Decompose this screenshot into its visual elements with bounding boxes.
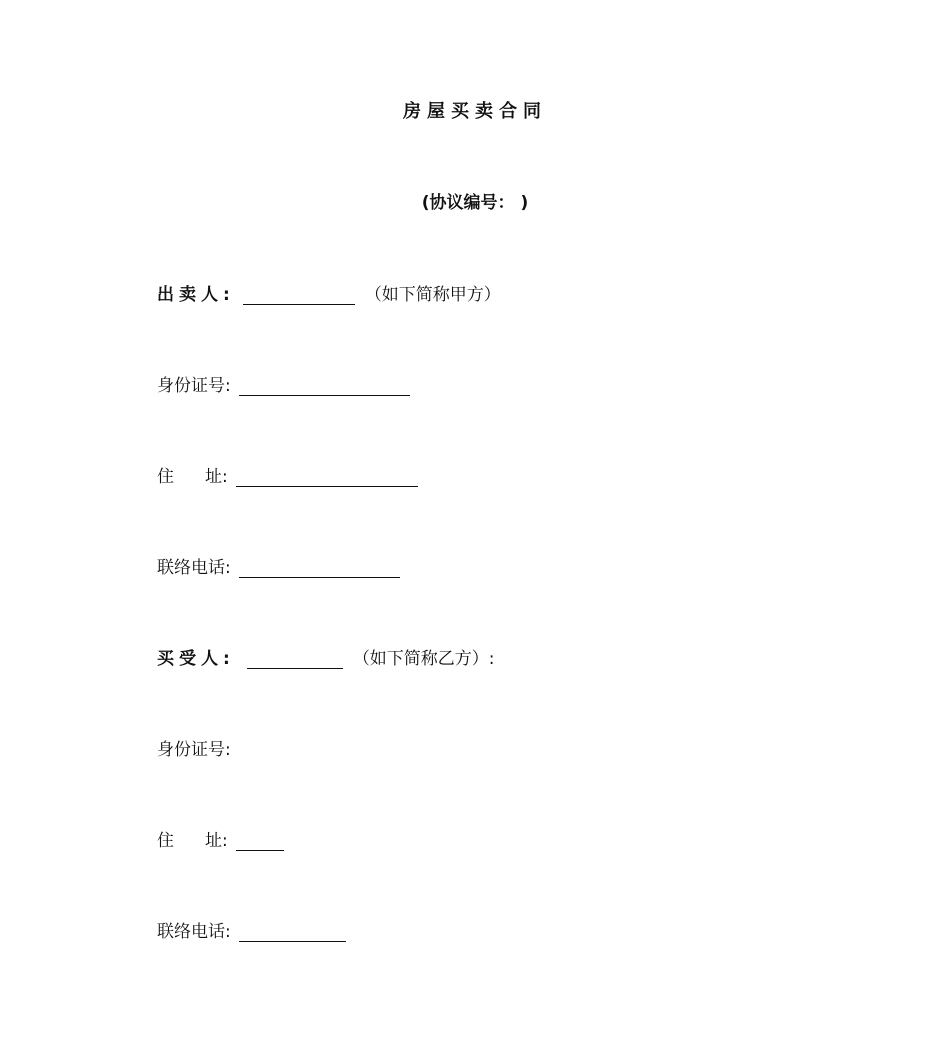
seller-line [157, 280, 501, 305]
seller-address-blank[interactable] [236, 468, 418, 487]
seller-address-label-1: 住 [157, 467, 174, 487]
buyer-label: 买受人: [157, 649, 235, 669]
buyer-address-blank[interactable] [236, 832, 284, 851]
buyer-id-label: 身份证号: [157, 740, 231, 760]
seller-phone-line [157, 553, 410, 578]
buyer-address-label-2: 址: [205, 831, 228, 851]
seller-alias: （如下简称甲方） [364, 285, 501, 305]
agreement-number: (协议编号： ) [421, 193, 529, 213]
seller-phone-label: 联络电话: [157, 558, 231, 578]
buyer-name-blank[interactable] [247, 650, 343, 669]
buyer-line [157, 644, 495, 669]
buyer-phone-blank[interactable] [239, 923, 346, 942]
seller-address-label-2: 址: [205, 467, 228, 487]
seller-id-blank[interactable] [239, 377, 410, 396]
buyer-phone-line [157, 917, 356, 942]
seller-id-label: 身份证号: [157, 376, 231, 396]
contract-title: 房屋买卖合同 [403, 101, 547, 122]
buyer-phone-label: 联络电话: [157, 922, 231, 942]
buyer-alias: （如下简称乙方）: [352, 649, 495, 669]
buyer-address-label-1: 住 [157, 831, 174, 851]
buyer-id-line [157, 735, 231, 760]
seller-name-blank[interactable] [243, 286, 355, 305]
buyer-address-line [157, 826, 294, 851]
seller-phone-blank[interactable] [239, 559, 400, 578]
seller-id-line [157, 371, 420, 396]
seller-label: 出卖人: [157, 285, 235, 305]
seller-address-line [157, 462, 428, 487]
